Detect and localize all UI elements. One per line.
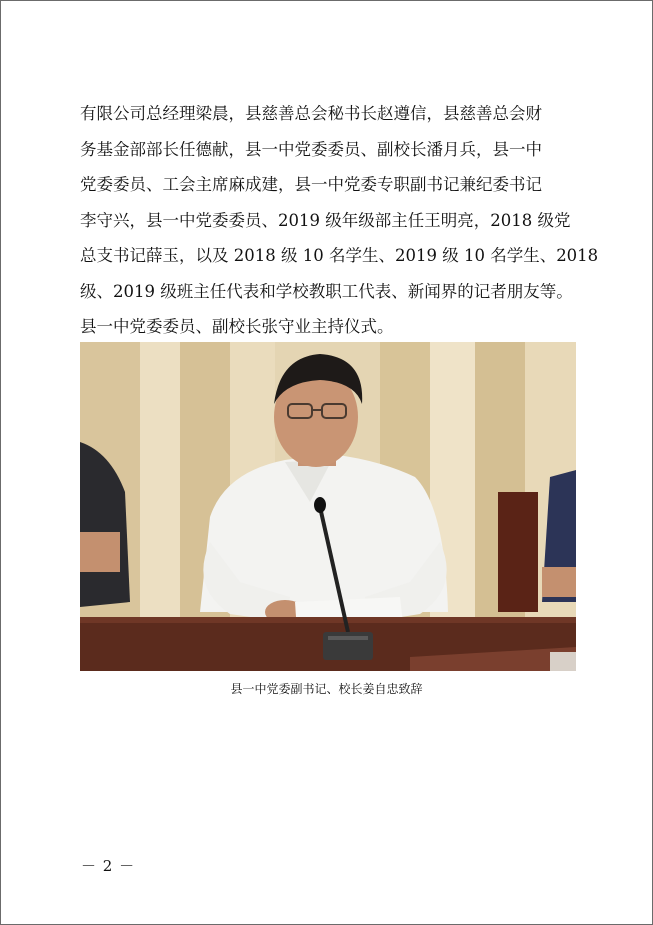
paragraph-line: 党委委员、工会主席麻成建，县一中党委专职副书记兼纪委书记 <box>80 175 542 194</box>
paragraph-line: 县一中党委委员、副校长张守业主持仪式。 <box>80 317 394 336</box>
page-number: － 2 － <box>81 857 136 875</box>
paragraph-line: 李守兴，县一中党委委员、2019 级年级部主任王明亮，2018 级党 <box>80 210 571 230</box>
paragraph-line: 总支书记薛玉，以及 2018 级 10 名学生、2019 级 10 名学生、2018 <box>80 246 599 265</box>
photo-caption: 县一中党委副书记、校长姜自忠致辞 <box>230 682 423 696</box>
paragraph-line: 级、2019 级班主任代表和学校教职工代表、新闻界的记者朋友等。 <box>80 281 573 301</box>
paragraph-line: 有限公司总经理梁晨，县慈善总会秘书长赵遵信，县慈善总会财 <box>80 104 542 123</box>
speaker-photo <box>80 342 576 671</box>
body-paragraph <box>80 96 599 345</box>
paragraph-line: 务基金部部长任德献，县一中党委委员、副校长潘月兵，县一中 <box>80 139 542 159</box>
